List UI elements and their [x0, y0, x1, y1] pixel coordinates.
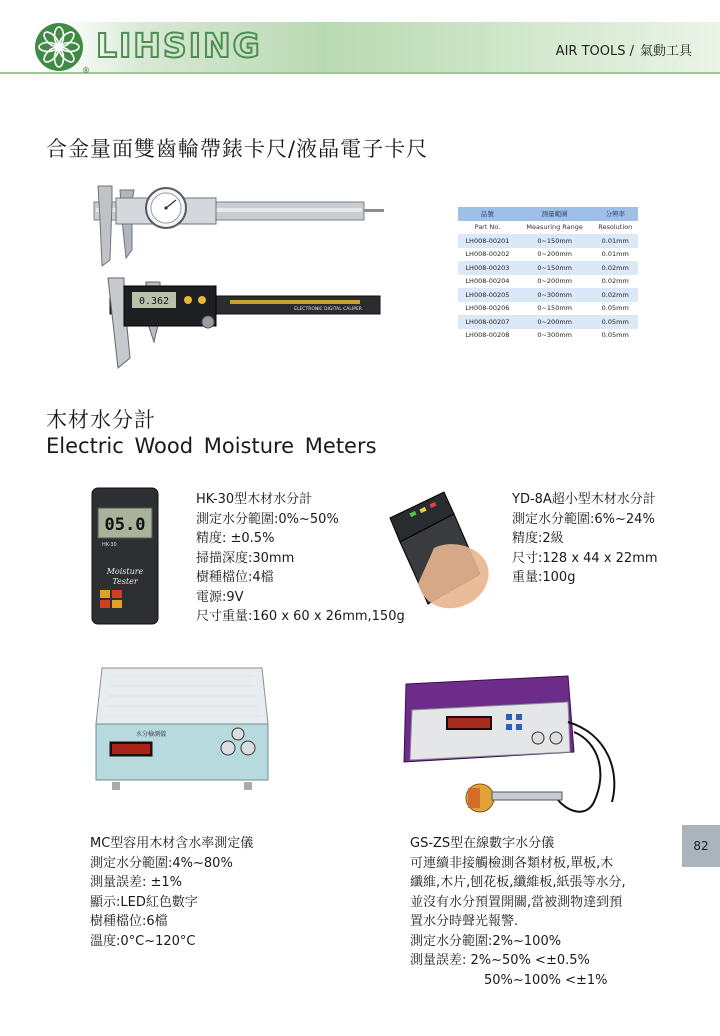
mc-panel-label: 水分檢測儀	[136, 731, 167, 738]
table-cell: 0~300mm	[517, 329, 593, 343]
digital-readout: 0.362	[138, 296, 170, 307]
table-row	[458, 288, 638, 302]
table-cell: 0.02mm	[593, 288, 639, 302]
table-cell: 0~150mm	[517, 261, 593, 275]
hk30-spec-line: 樹種檔位:4檔	[196, 570, 274, 585]
table-cell: LH008-00206	[458, 302, 517, 316]
digital-caliper-image	[90, 272, 390, 372]
hk30-spec-line: 掃描深度:30mm	[196, 550, 295, 566]
section-title-moisture-en: Electric Wood Moisture Meters	[46, 434, 377, 458]
table-cell: LH008-00205	[458, 288, 517, 302]
mc-instrument-image	[92, 664, 272, 794]
table-row	[458, 234, 638, 248]
table-header-row	[458, 221, 638, 235]
header-divider	[0, 72, 720, 74]
gszs-spec-line: 測定水分範圍:2%~100%	[410, 933, 562, 949]
table-cell: 0~150mm	[517, 302, 593, 316]
hk30-meter-image	[90, 486, 160, 626]
table-cell: LH008-00201	[458, 234, 517, 248]
table-row	[458, 329, 638, 343]
table-cell: 0.05mm	[593, 302, 639, 316]
table-header-cell: 分辨率	[593, 207, 639, 221]
mc-spec-line: 顯示:LED紅色數字	[90, 894, 198, 910]
table-header-cell: Measuring Range	[517, 221, 593, 235]
category-cn: 氣動工具	[639, 44, 692, 59]
registered-mark: ®	[82, 66, 90, 75]
gszs-spec-line: 置水分時聲光報警.	[410, 914, 519, 929]
table-cell: 0.05mm	[593, 329, 639, 343]
tester-label: Tester	[112, 577, 138, 586]
yd8a-spec-line: 尺寸:128 x 44 x 22mm	[512, 550, 658, 566]
yd8a-specs	[512, 490, 658, 588]
section-title-moisture-cn: 木材水分計	[46, 408, 156, 432]
gszs-spec-line: 纖維,木片,刨花板,纖維板,紙張等水分,	[410, 875, 626, 890]
table-cell: 0.01mm	[593, 234, 639, 248]
table-cell: 0.02mm	[593, 275, 639, 289]
header-category	[550, 40, 692, 59]
table-row	[458, 315, 638, 329]
hk30-readout: 05.0	[104, 515, 146, 535]
gszs-spec-line: GS-ZS型在線數字水分儀	[410, 836, 555, 851]
page-number-tab: 82	[682, 825, 720, 867]
mc-spec-line: 測定水分範圍:4%~80%	[90, 855, 233, 871]
yd8a-spec-line: 精度:2級	[512, 531, 564, 546]
yd8a-spec-line: 重量:100g	[512, 570, 576, 585]
hk30-specs	[196, 490, 405, 627]
mc-specs	[90, 834, 253, 951]
hk30-spec-line: 測定水分範圍:0%~50%	[196, 511, 339, 527]
hk30-model-label: HK-30	[102, 542, 117, 548]
yd8a-spec-line: 測定水分範圍:6%~24%	[512, 511, 655, 527]
lihsing-logo-icon	[34, 22, 84, 72]
hk30-spec-line: 電源:9V	[196, 589, 244, 605]
table-cell: 0~150mm	[517, 234, 593, 248]
gszs-spec-line: 50%~100% <±1%	[484, 972, 608, 988]
table-header-row	[458, 207, 638, 221]
table-header-cell: 測量範圍	[517, 207, 593, 221]
mc-spec-line: 溫度:0°C~120°C	[90, 933, 196, 949]
category-en: AIR TOOLS /	[555, 44, 634, 59]
table-cell: 0~200mm	[517, 315, 593, 329]
dial-caliper-image	[90, 180, 390, 272]
gszs-spec-line: 可連續非接觸檢測各類材板,單板,木	[410, 855, 614, 871]
table-cell: LH008-00204	[458, 275, 517, 289]
table-header-cell: Part No.	[458, 221, 517, 235]
table-header-cell: 品號	[458, 207, 517, 221]
table-cell: 0~200mm	[517, 248, 593, 262]
table-cell: 0.05mm	[593, 315, 639, 329]
table-cell: LH008-00207	[458, 315, 517, 329]
hk30-spec-line: 精度: ±0.5%	[196, 531, 275, 546]
section-title-calipers: 合金量面雙齒輪帶錶卡尺/液晶電子卡尺	[46, 137, 429, 161]
gszs-instrument-image	[398, 672, 624, 822]
table-row	[458, 275, 638, 289]
gszs-spec-line: 測量誤差: 2%~50% <±0.5%	[410, 953, 590, 968]
gszs-spec-line: 並沒有水分預置開關,當被測物達到預	[410, 894, 623, 910]
table-cell: LH008-00208	[458, 329, 517, 343]
table-row	[458, 261, 638, 275]
table-cell: 0~200mm	[517, 275, 593, 289]
mc-spec-line: 樹種檔位:6檔	[90, 914, 168, 929]
moisture-label: Moisture	[106, 567, 144, 576]
brand-wordmark: LIHSING	[96, 26, 262, 65]
mc-spec-line: 測量誤差: ±1%	[90, 875, 183, 890]
digital-caliper-brand: ELECTRONIC DIGITAL CALIPER	[294, 307, 362, 312]
hk30-spec-line: HK-30型木材水分計	[196, 492, 313, 507]
table-row	[458, 302, 638, 316]
table-cell: 0.02mm	[593, 261, 639, 275]
table-cell: LH008-00202	[458, 248, 517, 262]
yd8a-spec-line: YD-8A超小型木材水分計	[512, 492, 656, 507]
table-row	[458, 248, 638, 262]
table-header-cell: Resolution	[593, 221, 639, 235]
table-cell: LH008-00203	[458, 261, 517, 275]
hk30-spec-line: 尺寸重量:160 x 60 x 26mm,150g	[196, 609, 405, 624]
caliper-spec-table	[458, 207, 638, 342]
mc-spec-line: MC型容用木材含水率測定儀	[90, 836, 254, 851]
gszs-specs	[410, 834, 626, 990]
table-cell: 0.01mm	[593, 248, 639, 262]
table-cell: 0~300mm	[517, 288, 593, 302]
